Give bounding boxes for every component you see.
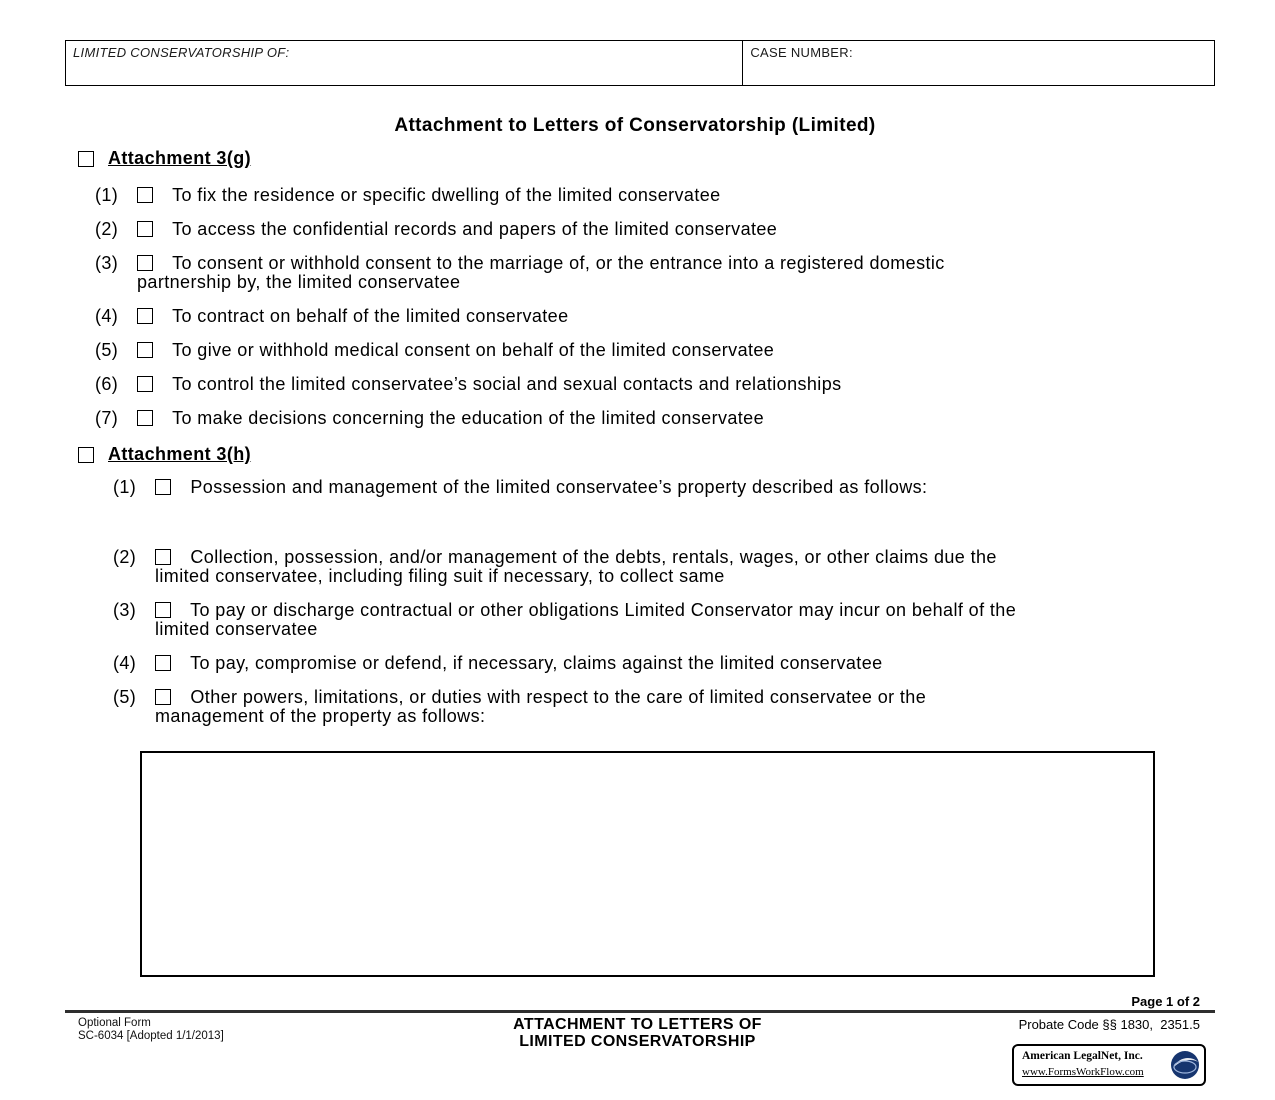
item-text xyxy=(137,254,1205,292)
probate-code-reference: Probate Code §§ 1830, 2351.5 xyxy=(1018,1017,1200,1032)
section-3h-items xyxy=(65,478,1205,726)
item-checkbox[interactable] xyxy=(137,187,153,203)
item-number: (6) xyxy=(95,374,119,394)
item-number: (5) xyxy=(113,687,137,707)
form-item xyxy=(65,220,1205,239)
legalnet-website-link[interactable]: www.FormsWorkFlow.com xyxy=(1022,1066,1144,1078)
item-checkbox[interactable] xyxy=(137,410,153,426)
other-powers-fill-box[interactable] xyxy=(140,751,1155,977)
item-checkbox[interactable] xyxy=(137,255,153,271)
caption-box xyxy=(65,40,1215,86)
section-3g-checkbox[interactable] xyxy=(78,151,94,167)
item-label: Possession and management of the limited conservatee’s property described as follows: xyxy=(190,477,928,497)
legalnet-stamp xyxy=(1012,1044,1206,1086)
legalnet-text xyxy=(1022,1050,1170,1080)
item-text xyxy=(155,478,1205,497)
form-item xyxy=(65,478,1205,497)
item-label: To access the confidential records and papers of the limited conservatee xyxy=(172,219,778,239)
item-number: (1) xyxy=(113,477,137,497)
form-item xyxy=(65,548,1205,586)
footer-divider xyxy=(65,1010,1215,1013)
item-label: limited conservatee, including filing suit if necessary, to collect same xyxy=(155,566,725,586)
conservatorship-of-label: LIMITED CONSERVATORSHIP OF: xyxy=(73,45,290,60)
footer-form-title-line1: ATTACHMENT TO LETTERS OF xyxy=(513,1016,762,1033)
item-label: To contract on behalf of the limited conservatee xyxy=(172,306,569,326)
item-number: (2) xyxy=(95,219,119,239)
item-text xyxy=(137,341,1205,360)
legalnet-company-name: American LegalNet, Inc. xyxy=(1022,1050,1143,1062)
form-info xyxy=(78,1017,224,1043)
item-number: (7) xyxy=(95,408,119,428)
item-checkbox[interactable] xyxy=(155,689,171,705)
item-number: (3) xyxy=(113,600,137,620)
item-checkbox[interactable] xyxy=(137,376,153,392)
footer-form-title-line2: LIMITED CONSERVATORSHIP xyxy=(519,1033,756,1050)
item-number: (4) xyxy=(113,653,137,673)
item-label: To fix the residence or specific dwelling of the limited conservatee xyxy=(172,185,721,205)
item-checkbox[interactable] xyxy=(137,308,153,324)
item-text xyxy=(155,688,1205,726)
section-heading-3h xyxy=(65,444,1205,465)
form-item xyxy=(65,341,1205,360)
item-label: To pay or discharge contractual or other obligations Limited Conservator may incur on behalf of the xyxy=(190,600,1017,620)
form-item xyxy=(65,307,1205,326)
item-text xyxy=(137,375,1205,394)
section-3h-checkbox[interactable] xyxy=(78,447,94,463)
item-text xyxy=(137,307,1205,326)
item-text xyxy=(155,601,1205,639)
legalnet-logo-icon xyxy=(1170,1050,1200,1080)
item-label: Collection, possession, and/or management of the debts, rentals, wages, or other claims due the xyxy=(190,547,997,567)
item-checkbox[interactable] xyxy=(137,221,153,237)
item-label: partnership by, the limited conservatee xyxy=(137,272,461,292)
item-label: To consent or withhold consent to the marriage of, or the entrance into a registered domestic xyxy=(172,253,945,273)
item-text xyxy=(137,409,1205,428)
item-label: management of the property as follows: xyxy=(155,706,486,726)
section-3g-items xyxy=(65,186,1205,428)
conservatorship-of-field[interactable] xyxy=(66,41,743,85)
item-number: (5) xyxy=(95,340,119,360)
item-number: (4) xyxy=(95,306,119,326)
form-item xyxy=(65,375,1205,394)
item-checkbox[interactable] xyxy=(137,342,153,358)
item-label: To control the limited conservatee’s social and sexual contacts and relationships xyxy=(172,374,842,394)
item-checkbox[interactable] xyxy=(155,479,171,495)
item-text xyxy=(137,186,1205,205)
item-checkbox[interactable] xyxy=(155,602,171,618)
case-number-label: CASE NUMBER: xyxy=(750,45,853,60)
item-label: To make decisions concerning the education of the limited conservatee xyxy=(172,408,765,428)
form-item xyxy=(65,688,1205,726)
footer-form-title xyxy=(300,1016,975,1050)
section-3h-title: Attachment 3(h) xyxy=(108,444,252,464)
item-label: limited conservatee xyxy=(155,619,318,639)
form-item xyxy=(65,601,1205,639)
form-item xyxy=(65,186,1205,205)
section-3g-title: Attachment 3(g) xyxy=(108,148,252,168)
item-label: Other powers, limitations, or duties with respect to the care of limited conservatee or the xyxy=(190,687,927,707)
item-text xyxy=(155,654,1205,673)
item-number: (1) xyxy=(95,185,119,205)
form-item xyxy=(65,654,1205,673)
page-number: Page 1 of 2 xyxy=(1131,994,1200,1009)
section-heading-3g xyxy=(65,148,1205,169)
form-body xyxy=(65,115,1205,977)
item-number: (2) xyxy=(113,547,137,567)
item-checkbox[interactable] xyxy=(155,549,171,565)
item-checkbox[interactable] xyxy=(155,655,171,671)
form-item xyxy=(65,254,1205,292)
item-text xyxy=(155,548,1205,586)
item-label: To pay, compromise or defend, if necessary, claims against the limited conservatee xyxy=(190,653,883,673)
form-item xyxy=(65,409,1205,428)
item-number: (3) xyxy=(95,253,119,273)
form-title: Attachment to Letters of Conservatorship (Limited) xyxy=(394,115,876,136)
form-info-line2: SC-6034 [Adopted 1/1/2013] xyxy=(78,1030,224,1042)
item-label: To give or withhold medical consent on behalf of the limited conservatee xyxy=(172,340,775,360)
case-number-field[interactable] xyxy=(743,41,1214,85)
form-info-line1: Optional Form xyxy=(78,1017,151,1029)
item-text xyxy=(137,220,1205,239)
